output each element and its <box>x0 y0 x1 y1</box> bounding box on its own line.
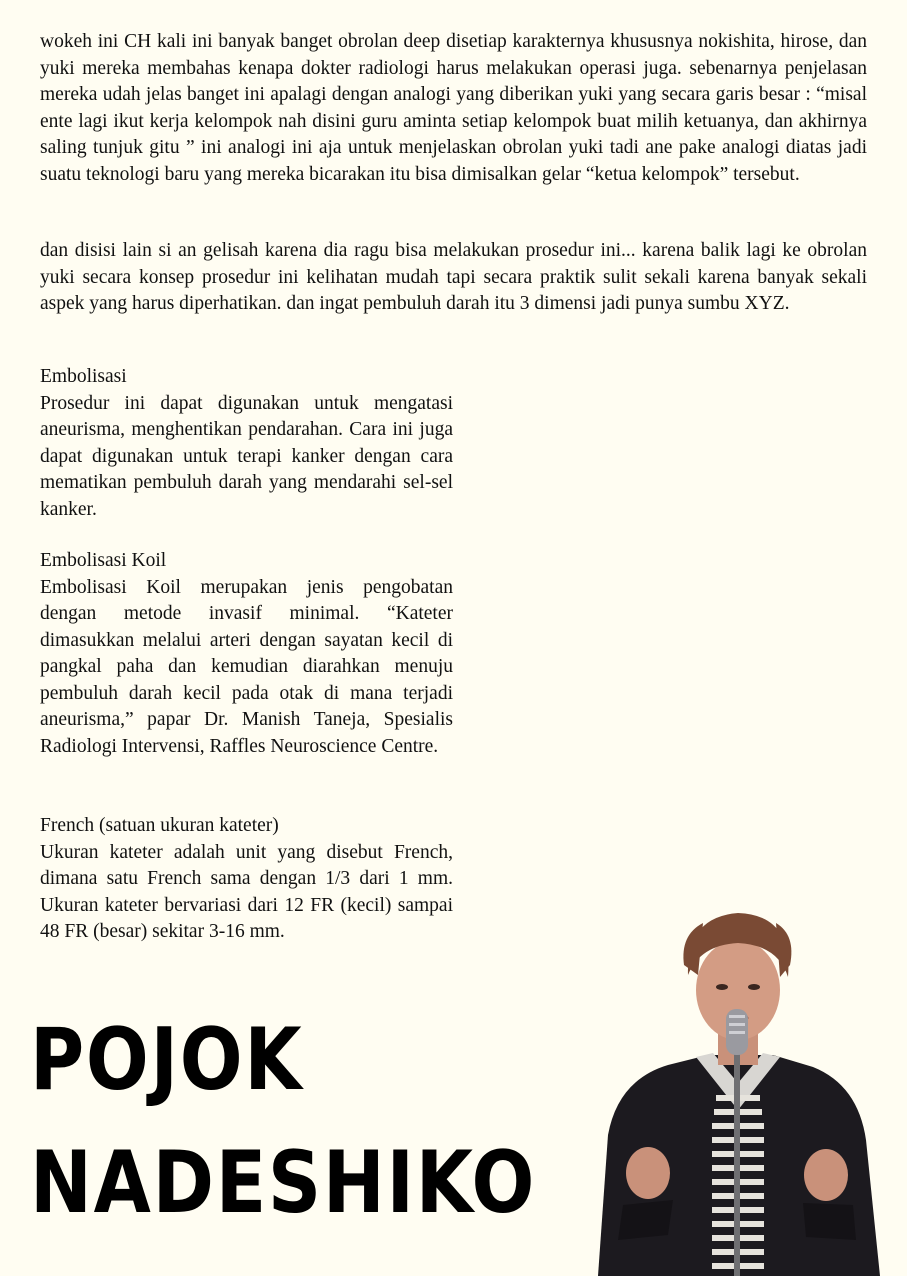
left-hand <box>626 1147 670 1199</box>
section-heading: Embolisasi Koil <box>40 550 167 571</box>
section-heading: French (satuan ukuran kateter) <box>40 815 279 836</box>
section-body: Ukuran kateter adalah unit yang disebut French, dimana satu French sama dengan 1/3 dari 1 mm. Ukuran kateter bervariasi dari 12 FR (kecil) sampai 48 FR (besar) sekitar 3-16 mm. <box>40 841 453 942</box>
title-line-pojok: POJOK <box>30 1010 304 1110</box>
section-embolisasi-koil <box>40 548 453 760</box>
section-french <box>40 813 453 946</box>
singer-illustration <box>588 905 888 1276</box>
section-body: Prosedur ini dapat digunakan untuk mengatasi aneurisma, menghentikan pendarahan. Cara ini juga dapat digunakan untuk terapi kanker dengan cara mematikan pembuluh darah yang mendarahi sel-sel kanker. <box>40 392 453 520</box>
section-embolisasi <box>40 364 453 523</box>
microphone-stand <box>734 1045 740 1276</box>
second-paragraph: dan disisi lain si an gelisah karena dia ragu bisa melakukan prosedur ini... karena balik lagi ke obrolan yuki secara konsep prosedur ini kelihatan mudah tapi secara praktik sulit sekali karena banyak sekali aspek yang harus diperhatikan. dan ingat pembuluh darah itu 3 dimensi jadi punya sumbu XYZ. <box>40 240 867 314</box>
section-body: Embolisasi Koil merupakan jenis pengobatan dengan metode invasif minimal. “Kateter dimasukkan melalui arteri dengan sayatan kecil di pangkal paha dan kemudian diarahkan menuju pembuluh darah kecil pada otak di mana terjadi aneurisma,” papar Dr. Manish Taneja, Spesialis Radiologi Intervensi, Raffles Neuroscience Centre. <box>40 576 453 757</box>
title-line-nadeshiko: NADESHIKO <box>30 1133 537 1233</box>
intro-paragraph: wokeh ini CH kali ini banyak banget obrolan deep disetiap karakternya khususnya nokishita, hirose, dan yuki mereka membahas kenapa dokter radiologi harus melakukan operasi juga. sebenarnya penjelasan mereka udah jelas banget ini apalagi dengan analogi yang diberikan yuki yang secara garis besar : “misal ente lagi ikut kerja kelompok nah disini guru aminta setiap kelompok buat milih ketuanya, dan akhirnya saling tunjuk gitu ” ini analogi ini aja untuk menjelaskan obrolan yuki tadi ane pake analogi diatas jadi suatu teknologi baru yang mereka bicarakan itu bisa dimisalkan gelar “ketua kelompok” tersebut. <box>40 31 867 185</box>
section-heading: Embolisasi <box>40 366 127 387</box>
right-hand <box>804 1149 848 1201</box>
